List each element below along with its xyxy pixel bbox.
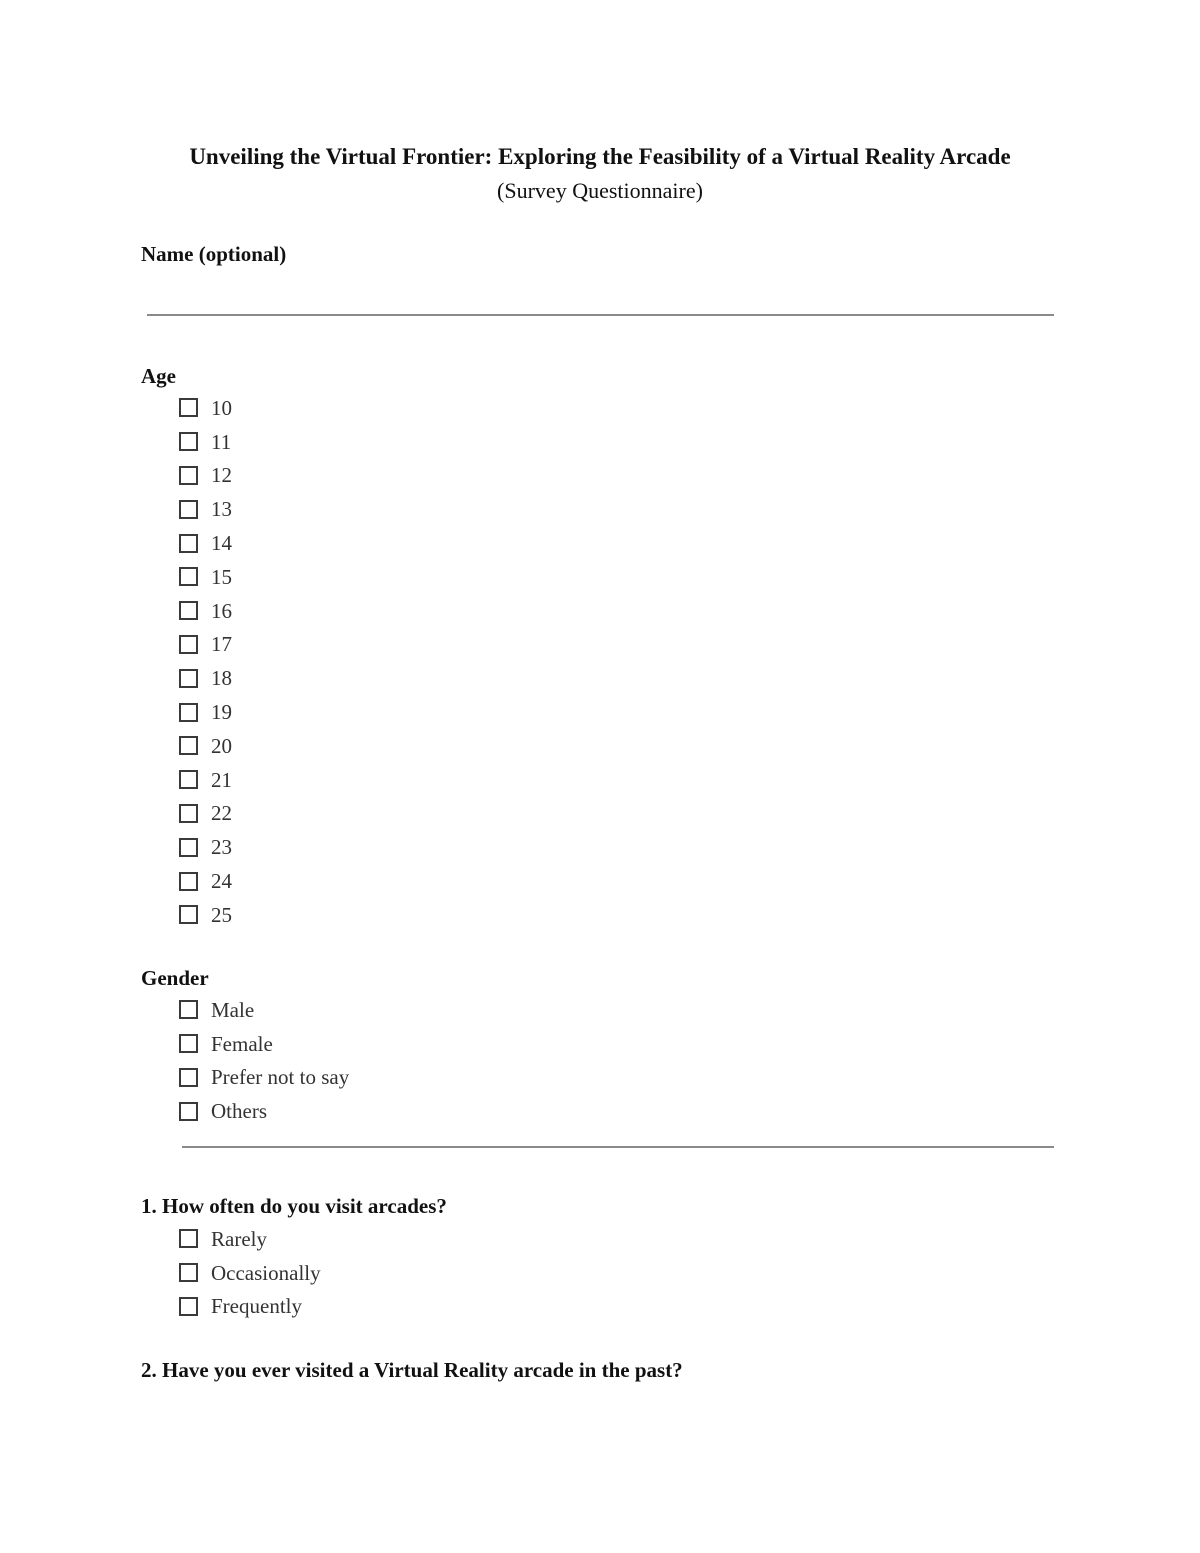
age-options	[179, 391, 232, 932]
age-option[interactable]	[179, 864, 232, 898]
q1-option[interactable]	[179, 1256, 321, 1290]
q1-option-label: Rarely	[211, 1226, 267, 1251]
question-1-options	[179, 1222, 321, 1323]
age-option-label: 17	[211, 632, 232, 657]
checkbox-icon[interactable]	[179, 703, 198, 722]
checkbox-icon[interactable]	[179, 466, 198, 485]
checkbox-icon[interactable]	[179, 838, 198, 857]
checkbox-icon[interactable]	[179, 669, 198, 688]
checkbox-icon[interactable]	[179, 432, 198, 451]
checkbox-icon[interactable]	[179, 1263, 198, 1282]
survey-title: Unveiling the Virtual Frontier: Exploring the Feasibility of a Virtual Reality Arcade	[189, 144, 1011, 169]
checkbox-icon[interactable]	[179, 500, 198, 519]
q1-option-label: Frequently	[211, 1294, 302, 1319]
checkbox-icon[interactable]	[179, 905, 198, 924]
name-answer-line[interactable]	[147, 314, 1054, 316]
age-option-label: 12	[211, 463, 232, 488]
age-option-label: 13	[211, 497, 232, 522]
q1-option[interactable]	[179, 1222, 321, 1256]
age-option-label: 14	[211, 531, 232, 556]
age-option[interactable]	[179, 628, 232, 662]
age-label: Age	[141, 364, 176, 388]
age-option-label: 16	[211, 598, 232, 623]
section-divider	[182, 1146, 1054, 1148]
age-option[interactable]	[179, 661, 232, 695]
gender-option[interactable]	[179, 1061, 349, 1095]
name-label: Name (optional)	[141, 242, 287, 266]
age-option-label: 20	[211, 733, 232, 758]
checkbox-icon[interactable]	[179, 567, 198, 586]
checkbox-icon[interactable]	[179, 1000, 198, 1019]
question-1-label: 1. How often do you visit arcades?	[141, 1194, 447, 1218]
age-option-label: 15	[211, 564, 232, 589]
age-option[interactable]	[179, 425, 232, 459]
age-option[interactable]	[179, 729, 232, 763]
gender-option-label: Prefer not to say	[211, 1065, 350, 1090]
gender-option[interactable]	[179, 1094, 349, 1128]
survey-subtitle: (Survey Questionnaire)	[497, 178, 703, 203]
q1-option-label: Occasionally	[211, 1260, 321, 1285]
checkbox-icon[interactable]	[179, 804, 198, 823]
age-option[interactable]	[179, 459, 232, 493]
checkbox-icon[interactable]	[179, 398, 198, 417]
age-option[interactable]	[179, 830, 232, 864]
age-option-label: 24	[211, 869, 232, 894]
age-option[interactable]	[179, 492, 232, 526]
checkbox-icon[interactable]	[179, 1102, 198, 1121]
age-option[interactable]	[179, 594, 232, 628]
checkbox-icon[interactable]	[179, 1229, 198, 1248]
age-option[interactable]	[179, 526, 232, 560]
checkbox-icon[interactable]	[179, 601, 198, 620]
checkbox-icon[interactable]	[179, 736, 198, 755]
age-option-label: 21	[211, 767, 232, 792]
q1-option[interactable]	[179, 1290, 321, 1324]
gender-option-label: Others	[211, 1099, 267, 1124]
question-2-label: 2. Have you ever visited a Virtual Reality arcade in the past?	[141, 1358, 683, 1382]
gender-options	[179, 993, 349, 1128]
age-option[interactable]	[179, 391, 232, 425]
age-option-label: 23	[211, 835, 232, 860]
age-option-label: 10	[211, 395, 232, 420]
age-option[interactable]	[179, 797, 232, 831]
checkbox-icon[interactable]	[179, 534, 198, 553]
age-option[interactable]	[179, 695, 232, 729]
age-option-label: 25	[211, 902, 232, 927]
age-option-label: 11	[211, 429, 232, 454]
age-option-label: 22	[211, 801, 232, 826]
age-option[interactable]	[179, 763, 232, 797]
gender-label: Gender	[141, 966, 209, 990]
checkbox-icon[interactable]	[179, 770, 198, 789]
gender-option-label: Male	[211, 997, 255, 1022]
gender-option[interactable]	[179, 993, 349, 1027]
gender-option[interactable]	[179, 1027, 349, 1061]
age-option-label: 18	[211, 666, 232, 691]
age-option-label: 19	[211, 700, 232, 725]
checkbox-icon[interactable]	[179, 872, 198, 891]
age-option[interactable]	[179, 898, 232, 932]
age-option[interactable]	[179, 560, 232, 594]
checkbox-icon[interactable]	[179, 1068, 198, 1087]
checkbox-icon[interactable]	[179, 635, 198, 654]
checkbox-icon[interactable]	[179, 1034, 198, 1053]
gender-option-label: Female	[211, 1031, 273, 1056]
checkbox-icon[interactable]	[179, 1297, 198, 1316]
